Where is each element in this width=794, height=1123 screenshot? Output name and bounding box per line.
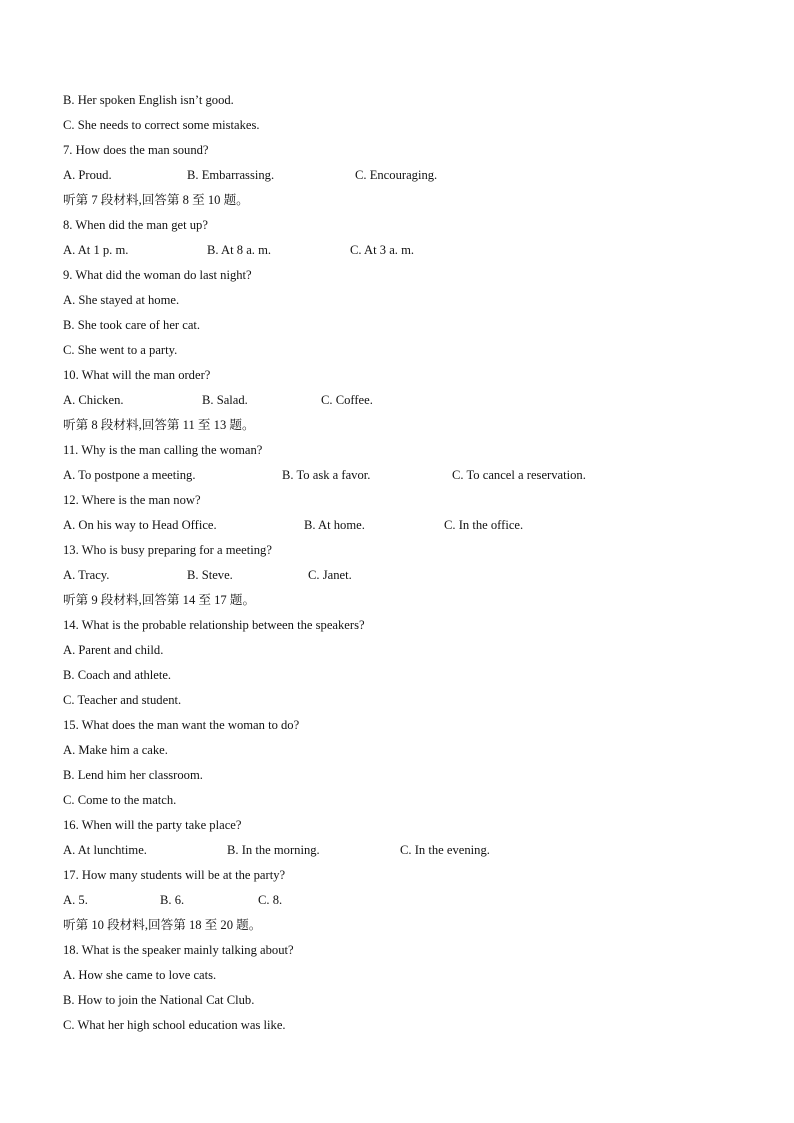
answer-option: C. Coffee. [321,393,373,407]
answer-choice: A. How she came to love cats. [63,968,217,982]
answer-choice: C. She needs to correct some mistakes. [63,118,260,132]
answer-option: C. At 3 a. m. [350,243,415,257]
answer-choice: A. Make him a cake. [63,743,168,757]
answer-choice: A. She stayed at home. [63,293,180,307]
answer-choice: B. Coach and athlete. [63,668,172,682]
answer-option: A. Chicken. [63,393,124,407]
answer-choice: A. Parent and child. [63,643,164,657]
answer-option: B. Steve. [187,568,233,582]
question-text: 18. What is the speaker mainly talking about? [63,943,294,957]
answer-choice: C. She went to a party. [63,343,178,357]
answer-option: A. To postpone a meeting. [63,468,196,482]
answer-choice: B. She took care of her cat. [63,318,201,332]
answer-option: A. Proud. [63,168,112,182]
answer-option: B. At 8 a. m. [207,243,272,257]
answer-option: C. 8. [258,893,283,907]
answer-choice: B. Her spoken English isn’t good. [63,93,234,107]
answer-option: B. In the morning. [227,843,320,857]
section-instruction: 听第 9 段材料,回答第 14 至 17 题。 [63,593,256,607]
question-text: 17. How many students will be at the party? [63,868,286,882]
answer-option: C. Janet. [308,568,352,582]
answer-option: A. Tracy. [63,568,110,582]
section-instruction: 听第 8 段材料,回答第 11 至 13 题。 [63,418,255,432]
question-text: 16. When will the party take place? [63,818,242,832]
question-text: 13. Who is busy preparing for a meeting? [63,543,272,557]
answer-choice: C. Come to the match. [63,793,177,807]
question-text: 8. When did the man get up? [63,218,208,232]
section-instruction: 听第 7 段材料,回答第 8 至 10 题。 [63,193,249,207]
answer-option: B. To ask a favor. [282,468,371,482]
answer-option: B. 6. [160,893,185,907]
question-text: 12. Where is the man now? [63,493,201,507]
question-text: 9. What did the woman do last night? [63,268,252,282]
answer-option: B. Embarrassing. [187,168,275,182]
answer-option: C. In the evening. [400,843,490,857]
answer-option: C. Encouraging. [355,168,438,182]
section-instruction: 听第 10 段材料,回答第 18 至 20 题。 [63,918,262,932]
answer-choice: B. Lend him her classroom. [63,768,203,782]
answer-option: B. Salad. [202,393,248,407]
answer-option: C. In the office. [444,518,524,532]
answer-option: C. To cancel a reservation. [452,468,586,482]
answer-choice: C. Teacher and student. [63,693,182,707]
question-text: 7. How does the man sound? [63,143,209,157]
answer-choice: B. How to join the National Cat Club. [63,993,255,1007]
answer-option: A. On his way to Head Office. [63,518,217,532]
question-text: 14. What is the probable relationship between the speakers? [63,618,365,632]
answer-option: A. At 1 p. m. [63,243,129,257]
question-text: 15. What does the man want the woman to do? [63,718,300,732]
answer-option: A. 5. [63,893,88,907]
answer-option: B. At home. [304,518,365,532]
answer-choice: C. What her high school education was like. [63,1018,286,1032]
question-text: 11. Why is the man calling the woman? [63,443,263,457]
answer-option: A. At lunchtime. [63,843,147,857]
question-text: 10. What will the man order? [63,368,211,382]
